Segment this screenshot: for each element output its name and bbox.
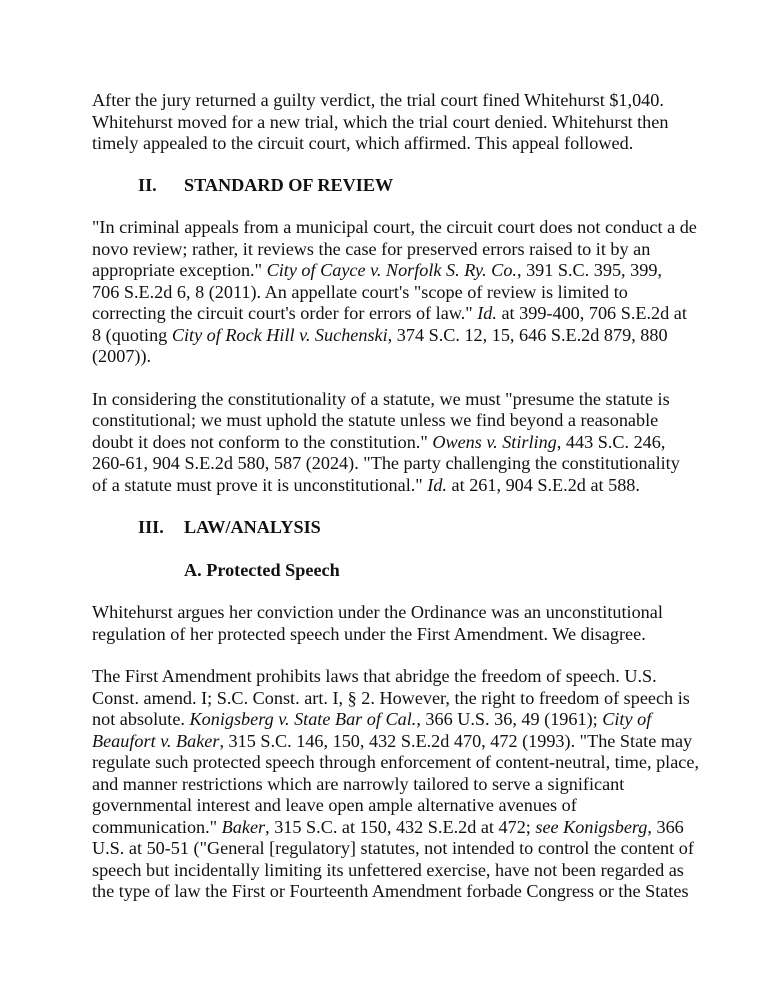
text-line: not absolute. Konigsberg v. State Bar of Cal., 366 U.S. 36, 49 (1961); City of bbox=[92, 709, 652, 729]
text-line: Const. amend. I; S.C. Const. art. I, § 2. However, the right to freedom of speech is bbox=[92, 687, 690, 708]
text-line: 8 (quoting City of Rock Hill v. Suchenski, 374 S.C. 12, 15, 646 S.E.2d 879, 880 bbox=[92, 324, 668, 345]
standard-of-review-paragraph bbox=[92, 217, 697, 368]
section-title: STANDARD OF REVIEW bbox=[184, 174, 394, 195]
text-line: novo review; rather, it reviews the case for preserved errors raised to it by an bbox=[92, 238, 651, 259]
text-line: In considering the constitutionality of a statute, we must "presume the statute is bbox=[92, 388, 670, 409]
text-line: Beaufort v. Baker, 315 S.C. 146, 150, 432 S.E.2d 470, 472 (1993). "The State may bbox=[92, 730, 693, 751]
text-line: U.S. at 50-51 ("General [regulatory] statutes, not intended to control the content of bbox=[92, 838, 694, 858]
text-line: communication." Baker, 315 S.C. at 150, 432 S.E.2d at 472; see Konigsberg, 366 bbox=[92, 816, 684, 837]
text-line: constitutional; we must uphold the statute unless we find beyond a reasonable bbox=[92, 410, 659, 430]
subsection-heading-protected-speech: A. Protected Speech bbox=[184, 559, 340, 580]
text-line: timely appealed to the circuit court, which affirmed. This appeal followed. bbox=[92, 133, 634, 153]
section-number: III. bbox=[138, 517, 164, 537]
text-line: of a statute must prove it is unconstitutional." Id. at 261, 904 S.E.2d at 588. bbox=[92, 474, 640, 495]
case-citation: Konigsberg v. State Bar of Cal. bbox=[189, 709, 417, 729]
text-line: After the jury returned a guilty verdict, the trial court fined Whitehurst $1,040. bbox=[92, 90, 664, 110]
section-heading-law-analysis bbox=[92, 517, 692, 539]
section-title: LAW/ANALYSIS bbox=[184, 517, 321, 537]
argument-paragraph bbox=[92, 602, 692, 645]
text-line: speech but incidentally limiting its unfettered exercise, have not been regarded as bbox=[92, 859, 684, 880]
text-line: regulation of her protected speech under the First Amendment. We disagree. bbox=[92, 623, 646, 644]
case-citation: Id. bbox=[477, 303, 497, 323]
text-line: and manner restrictions which are narrowly tailored to serve a significant bbox=[92, 773, 625, 794]
text-line: correcting the circuit court's order for errors of law." Id. at 399-400, 706 S.E.2d at bbox=[92, 303, 687, 323]
text-line: 706 S.E.2d 6, 8 (2011). An appellate court's "scope of review is limited to bbox=[92, 281, 628, 302]
constitutionality-paragraph bbox=[92, 389, 692, 497]
intro-paragraph bbox=[92, 90, 692, 155]
text-line: the type of law the First or Fourteenth Amendment forbade Congress or the States bbox=[92, 881, 689, 901]
text-line: (2007)). bbox=[92, 346, 152, 366]
text-line: doubt it does not conform to the constitution." Owens v. Stirling, 443 S.C. 246, bbox=[92, 431, 666, 452]
text-line: Whitehurst argues her conviction under the Ordinance was an unconstitutional bbox=[92, 602, 663, 622]
case-citation: City of bbox=[602, 709, 652, 729]
case-citation: see Konigsberg bbox=[535, 816, 648, 837]
section-heading-standard-of-review bbox=[92, 175, 692, 197]
document-page bbox=[92, 90, 699, 903]
first-amendment-paragraph bbox=[92, 666, 699, 903]
text-line: Whitehurst moved for a new trial, which the trial court denied. Whitehurst then bbox=[92, 111, 669, 132]
text-line: 260-61, 904 S.E.2d 580, 587 (2024). "The party challenging the constitutionality bbox=[92, 453, 680, 473]
case-citation: Baker bbox=[221, 816, 266, 837]
text-line: "In criminal appeals from a municipal court, the circuit court does not conduct a de bbox=[92, 217, 697, 237]
case-citation: City of Cayce v. Norfolk S. Ry. Co. bbox=[266, 260, 517, 280]
case-citation: City of Rock Hill v. Suchenski bbox=[171, 324, 388, 345]
text-line: The First Amendment prohibits laws that abridge the freedom of speech. U.S. bbox=[92, 666, 657, 686]
text-line: governmental interest and leave open ample alternative avenues of bbox=[92, 795, 577, 815]
section-number: II. bbox=[138, 174, 157, 195]
case-citation: Beaufort v. Baker bbox=[92, 730, 220, 751]
case-citation: Owens v. Stirling bbox=[432, 431, 557, 452]
text-line: regulate such protected speech through enforcement of content-neutral, time, place, bbox=[92, 752, 699, 772]
case-citation: Id. bbox=[427, 474, 447, 495]
text-line: appropriate exception." City of Cayce v. Norfolk S. Ry. Co., 391 S.C. 395, 399, bbox=[92, 260, 662, 280]
